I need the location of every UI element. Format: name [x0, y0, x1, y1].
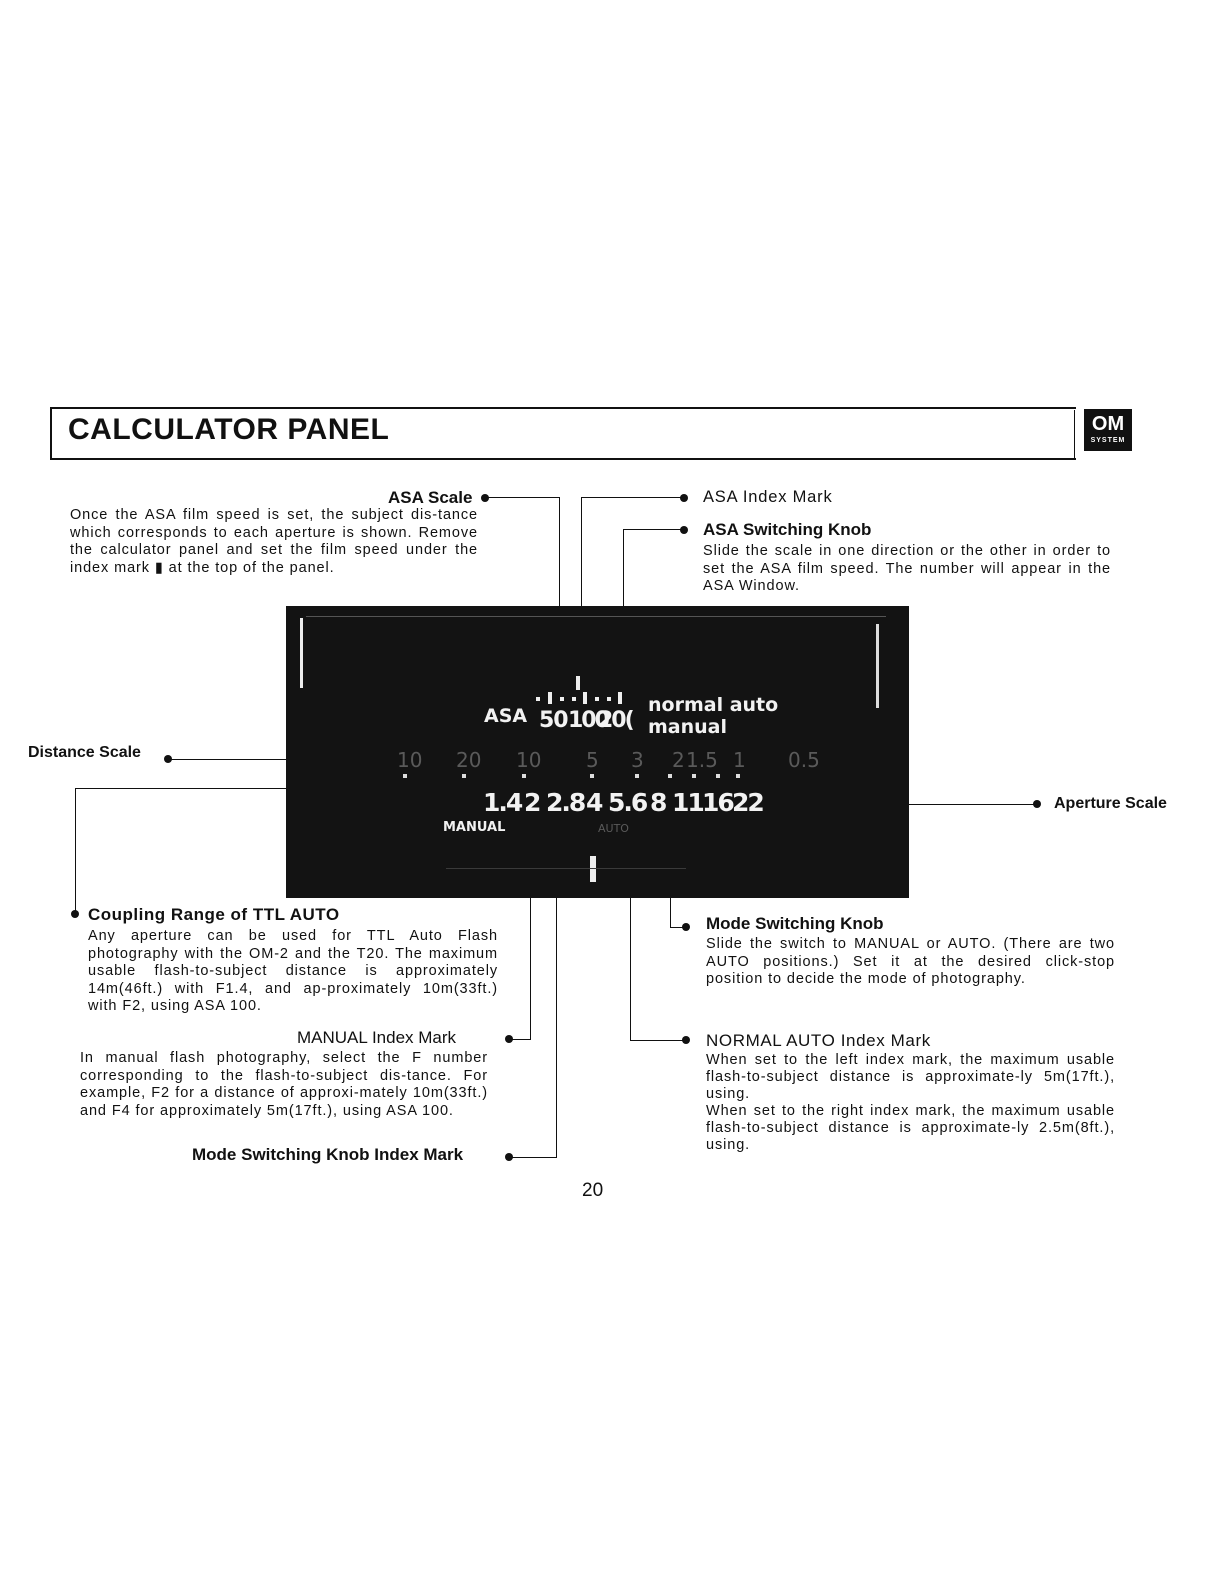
panel-aperture-dot: [668, 774, 672, 778]
panel-distance-2: 2: [672, 748, 685, 772]
asa-index-leader-h: [581, 497, 684, 498]
logo-system-text: SYSTEM: [1090, 437, 1126, 444]
panel-distance-0-5: 0.5: [788, 748, 820, 772]
page-number: 20: [582, 1180, 604, 1201]
mode-knob-dot: [682, 923, 690, 931]
mode-knob-index-label: Mode Switching Knob Index Mark: [192, 1145, 464, 1164]
panel-aperture-22: 22: [732, 788, 763, 817]
mode-knob-leader-v: [670, 898, 671, 928]
panel-distance-20: 20: [456, 748, 482, 772]
mode-knob-description: Slide the switch to MANUAL or AUTO. (There are two AUTO positions.) Set it at the desired click-stop position to decide the mode of photography.: [706, 936, 1115, 987]
coupling-range-label: Coupling Range of TTL AUTO: [88, 905, 340, 924]
asa-index-dot: [680, 494, 688, 502]
panel-distance-1-5: 1.5: [686, 748, 718, 772]
normal-auto-description: When set to the left index mark, the maximum usable flash-to-subject distance is approximate-ly 5m(17ft.), using. When set to the right index mark, the maximum usable flash-to-subject distance is approximate-ly 2.5m(8ft.), using.: [706, 1052, 1115, 1153]
panel-left-edge: [300, 618, 303, 688]
page-title: CALCULATOR PANEL: [68, 413, 390, 446]
distance-scale-leader: [168, 759, 288, 760]
panel-asa-ticks: [536, 692, 626, 704]
asa-scale-label: ASA Scale: [388, 488, 473, 507]
mode-knob-label: Mode Switching Knob: [706, 914, 884, 933]
panel-aperture-5-6: 5.6: [608, 788, 647, 817]
panel-aperture-dot: [462, 774, 466, 778]
panel-aperture-1-4: 1.4: [483, 788, 522, 817]
panel-mode-knob-index: [590, 856, 596, 882]
asa-scale-dot: [481, 494, 489, 502]
panel-distance-3: 3: [631, 748, 644, 772]
asa-scale-description: Once the ASA film speed is set, the subject dis-tance which corresponds to each aperture is shown. Remove the calculator panel and set the film speed under the index mark ▮ at the top of the panel.: [70, 507, 478, 576]
panel-asa-value-100: 100: [568, 708, 608, 733]
coupling-dot: [71, 910, 79, 918]
asa-scale-leader-h: [485, 497, 560, 498]
panel-manual-label: MANUAL: [443, 820, 506, 835]
mode-knob-index-leader-h: [510, 1157, 557, 1158]
aperture-leader: [909, 804, 1037, 805]
asa-index-label: ASA Index Mark: [703, 488, 833, 506]
manual-index-dot: [505, 1035, 513, 1043]
panel-aperture-dot: [522, 774, 526, 778]
panel-asa-value-50: 50: [539, 708, 568, 733]
manual-index-leader-v: [530, 898, 531, 1040]
asa-knob-label: ASA Switching Knob: [703, 520, 872, 539]
distance-scale-label: Distance Scale: [28, 744, 141, 761]
coupling-leader-h: [75, 788, 288, 789]
panel-distance-10: 10: [397, 748, 423, 772]
panel-top-edge: [306, 616, 886, 617]
panel-aperture-8: 8: [650, 788, 668, 817]
normal-auto-dot: [682, 1036, 690, 1044]
panel-right-edge: [876, 624, 879, 708]
manual-index-label: MANUAL Index Mark: [297, 1028, 457, 1047]
panel-distance-10b: 10: [516, 748, 542, 772]
aperture-dot: [1033, 800, 1041, 808]
panel-aperture-16: 16: [702, 788, 733, 817]
asa-knob-leader-h: [623, 529, 684, 530]
panel-aperture-2: 2: [524, 788, 542, 817]
asa-knob-dot: [680, 526, 688, 534]
asa-scale-leader-v: [559, 497, 560, 607]
panel-aperture-dot: [716, 774, 720, 778]
title-rule: [52, 459, 1076, 460]
panel-distance-1: 1: [733, 748, 746, 772]
logo-om-text: OM: [1091, 413, 1125, 435]
panel-aperture-dot: [635, 774, 639, 778]
normal-auto-leader-v: [630, 898, 631, 1041]
panel-mode-normal-auto: normal auto: [648, 694, 779, 716]
om-system-logo: [1084, 409, 1132, 451]
mode-knob-index-dot: [505, 1153, 513, 1161]
panel-aperture-4: 4: [586, 788, 604, 817]
panel-aperture-dot: [736, 774, 740, 778]
asa-index-leader-v: [581, 497, 582, 607]
normal-auto-leader-h: [630, 1040, 686, 1041]
coupling-leader-v: [75, 788, 76, 912]
title-right-rule: [1074, 410, 1075, 460]
panel-mode-manual: manual: [648, 716, 728, 738]
normal-auto-label: NORMAL AUTO Index Mark: [706, 1031, 931, 1050]
panel-aperture-dot: [692, 774, 696, 778]
panel-aperture-dot: [403, 774, 407, 778]
panel-asa-value-200: 20(: [598, 708, 633, 733]
panel-aperture-11: 11: [672, 788, 703, 817]
manual-index-description: In manual flash photography, select the F number corresponding to the flash-to-subject dis-tance. For example, F2 for a distance of approxi-mately 10m(33ft.) and F4 for approximately 5m(17ft.), using ASA 100.: [80, 1050, 488, 1119]
panel-asa-index-mark: [576, 676, 580, 690]
manual-index-leader-h: [510, 1039, 531, 1040]
asa-knob-leader-v: [623, 529, 624, 607]
aperture-scale-label: Aperture Scale: [1054, 795, 1167, 812]
coupling-range-description: Any aperture can be used for TTL Auto Flash photography with the OM-2 and the T20. The maximum usable flash-to-subject distance is approximately 14m(46ft.) with F1.4, and ap-proximately 10m(33ft.) with F2, using ASA 100.: [88, 928, 498, 1014]
panel-aperture-dot: [590, 774, 594, 778]
panel-auto-label: AUTO: [598, 822, 629, 835]
asa-knob-description: Slide the scale in one direction or the other in order to set the ASA film speed. The number will appear in the ASA Window.: [703, 543, 1111, 594]
panel-distance-5: 5: [586, 748, 599, 772]
panel-aperture-2-8: 2.8: [546, 788, 585, 817]
calculator-panel: [286, 606, 909, 898]
panel-asa-label: ASA: [484, 705, 528, 727]
panel-bottom-edge: [446, 868, 686, 869]
mode-knob-index-leader-v: [556, 898, 557, 1158]
